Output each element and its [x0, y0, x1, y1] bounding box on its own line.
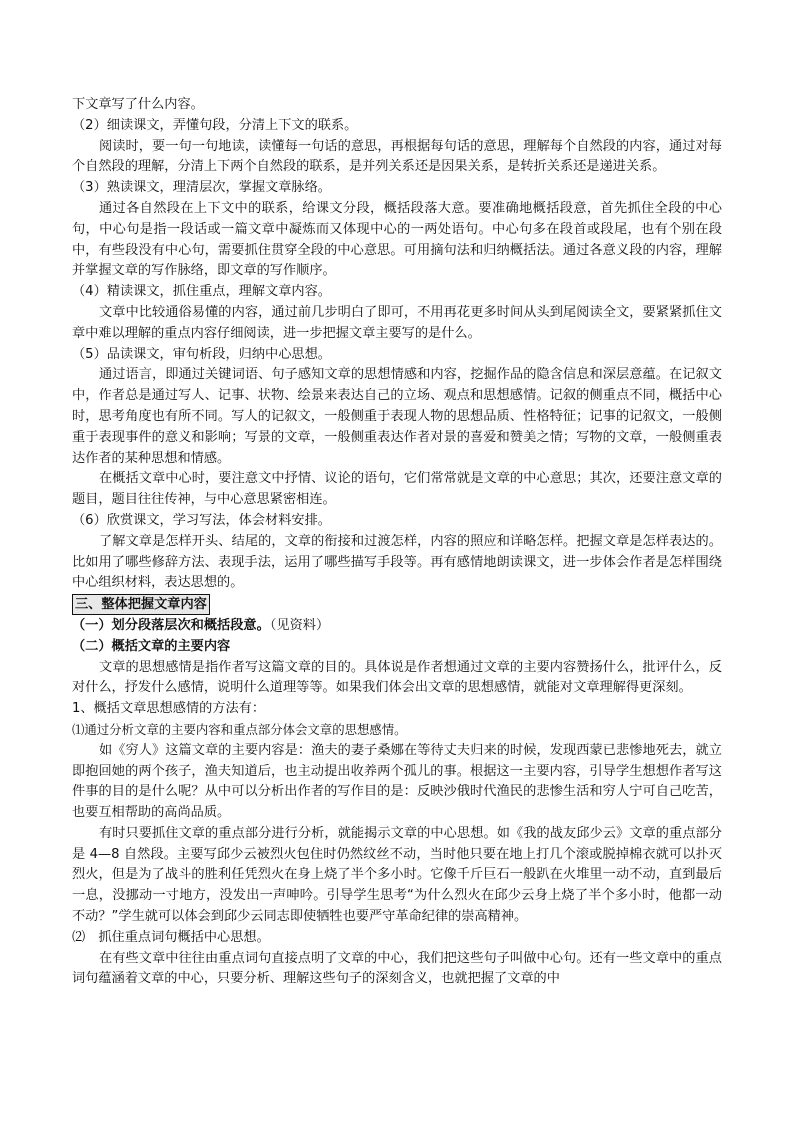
subsection-2-body: 文章的思想感情是指作者写这篇文章的目的。具体说是作者想通过文章的主要内容赞扬什么，批评什么，反对什么，抒发什么感情，说明什么道理等等。如果我们体会出文章的思想感情，就能对文章理解得更深刻。 [72, 659, 722, 696]
step-5-heading: （5）品读课文，审句析段，归纳中心思想。 [72, 346, 331, 362]
method-list-heading: 1、概括文章思想感情的方法有： [72, 701, 266, 717]
section-3-title-line [72, 594, 722, 616]
step-6-body: 了解文章是怎样开头、结尾的，文章的衔接和过渡怎样，内容的照应和详略怎样。把握文章是怎样表达的。比如用了哪些修辞方法、表现手法，运用了哪些描写手段等。再有感情地朗读课文，进一步体会作者是怎样围绕中心组织材料，表达思想的。 [72, 533, 722, 591]
step-3-heading: （3）熟读课文，理清层次，掌握文章脉络。 [72, 180, 331, 196]
method-1-heading: ⑴通过分析文章的主要内容和重点部分体会文章的思想感情。 [72, 721, 407, 737]
subsection-1-title: （一）划分段落层次和概括段意。 [72, 617, 270, 633]
step-4-heading: （4）精读课文，抓住重点，理解文章内容。 [72, 284, 331, 300]
section-3-title: 三、整体把握文章内容 [72, 594, 210, 615]
subsection-1-heading [72, 616, 722, 637]
step-2-body: 阅读时，要一句一句地读，读懂每一句话的意思，再根据每句话的意思，理解每个自然段的内容，通过对每个自然段的理解，分清上下两个自然段的联系，是并列关系还是因果关系，是转折关系还是递进关系。 [72, 138, 722, 175]
paragraph-continuation: 下文章写了什么内容。 [72, 97, 204, 112]
method-1-example-2: 有时只要抓住文章的重点部分进行分析，就能揭示文章的中心思想。如《我的战友邱少云》文章的重点部分是 4—8 自然段。主要写邱少云被烈火包住时仍然纹丝不动，当时他只要在地上打几个滚或脱掉棉衣就可以扑灭烈火，但是为了战斗的胜利任凭烈火在身上烧了半个多小时。它像千斤巨石一般趴在火堆里一动不动，直到最后一息，没挪动一寸地方，没发出一声呻吟。引导学生思考“为什么烈火在邱少云身上烧了半个多小时，他都一动不动？”学生就可以体会到邱少云同志即使牺牲也要严守革命纪律的崇高精神。 [72, 825, 722, 925]
step-3-body: 通过各自然段在上下文中的联系，给课文分段，概括段落大意。要准确地概括段意，首先抓住全段的中心句，中心句是指一段话或一篇文章中凝炼而又体现中心的一两处语句。中心句多在段首或段尾，也有个别在段中，有些段没有中心句，需要抓住贯穿全段的中心意思。可用摘句法和归纳概括法。通过各意义段的内容，理解并掌握文章的写作脉络，即文章的写作顺序。 [72, 200, 722, 279]
method-1-example-1: 如《穷人》这篇文章的主要内容是：渔夫的妻子桑娜在等待丈夫归来的时候，发现西蒙已悲惨地死去，就立即抱回她的两个孩子，渔夫知道后，也主动提出收养两个孤儿的事。根据这一主要内容，引导学生想想作者写这件事的目的是什么呢？从中可以分析出作者的写作目的是：反映沙俄时代渔民的悲惨生活和穷人宁可自己吃苦，也要互相帮助的高尚品质。 [72, 742, 722, 821]
document-page [72, 95, 722, 990]
subsection-2-heading: （二）概括文章的主要内容 [72, 638, 231, 654]
subsection-1-note: （见资料） [269, 617, 330, 633]
step-2-heading: （2）细读课文，弄懂句段，分清上下文的联系。 [72, 117, 358, 133]
step-5-body: 通过语言，即通过关键词语、句子感知文章的思想情感和内容，挖掘作品的隐含信息和深层意蕴。在记叙文中，作者总是通过写人、记事、状物、绘景来表达自己的立场、观点和思想感情。记叙的侧重点不同，概括中心时，思考角度也有所不同。写人的记叙文，一般侧重于表现人物的思想品质、性格特征；记事的记叙文，一般侧重于表现事件的意义和影响；写景的文章，一般侧重表达作者对景的喜爱和赞美之情；写物的文章，一般侧重表达作者的某种思想和情感。 [72, 367, 722, 466]
step-5-body-2: 在概括文章中心时，要注意文中抒情、议论的语句，它们常常就是文章的中心意思；其次，还要注意文章的题目，题目往往传神，与中心意思紧密相连。 [72, 471, 722, 508]
step-4-body: 文章中比较通俗易懂的内容，通过前几步明白了即可，不用再花更多时间从头到尾阅读全文，要紧紧抓住文章中难以理解的重点内容仔细阅读，进一步把握文章主要写的是什么。 [72, 304, 722, 341]
method-2-heading: ⑵ 抓住重点词句概括中心思想。 [72, 929, 270, 945]
method-2-body: 在有些文章中往往由重点词句直接点明了文章的中心，我们把这些句子叫做中心句。还有一些文章中的重点词句蕴涵着文章的中心，只要分析、理解这些句子的深刻含义，也就把握了文章的中 [72, 950, 722, 987]
step-6-heading: （6）欣赏课文，学习写法，体会材料安排。 [72, 512, 331, 528]
